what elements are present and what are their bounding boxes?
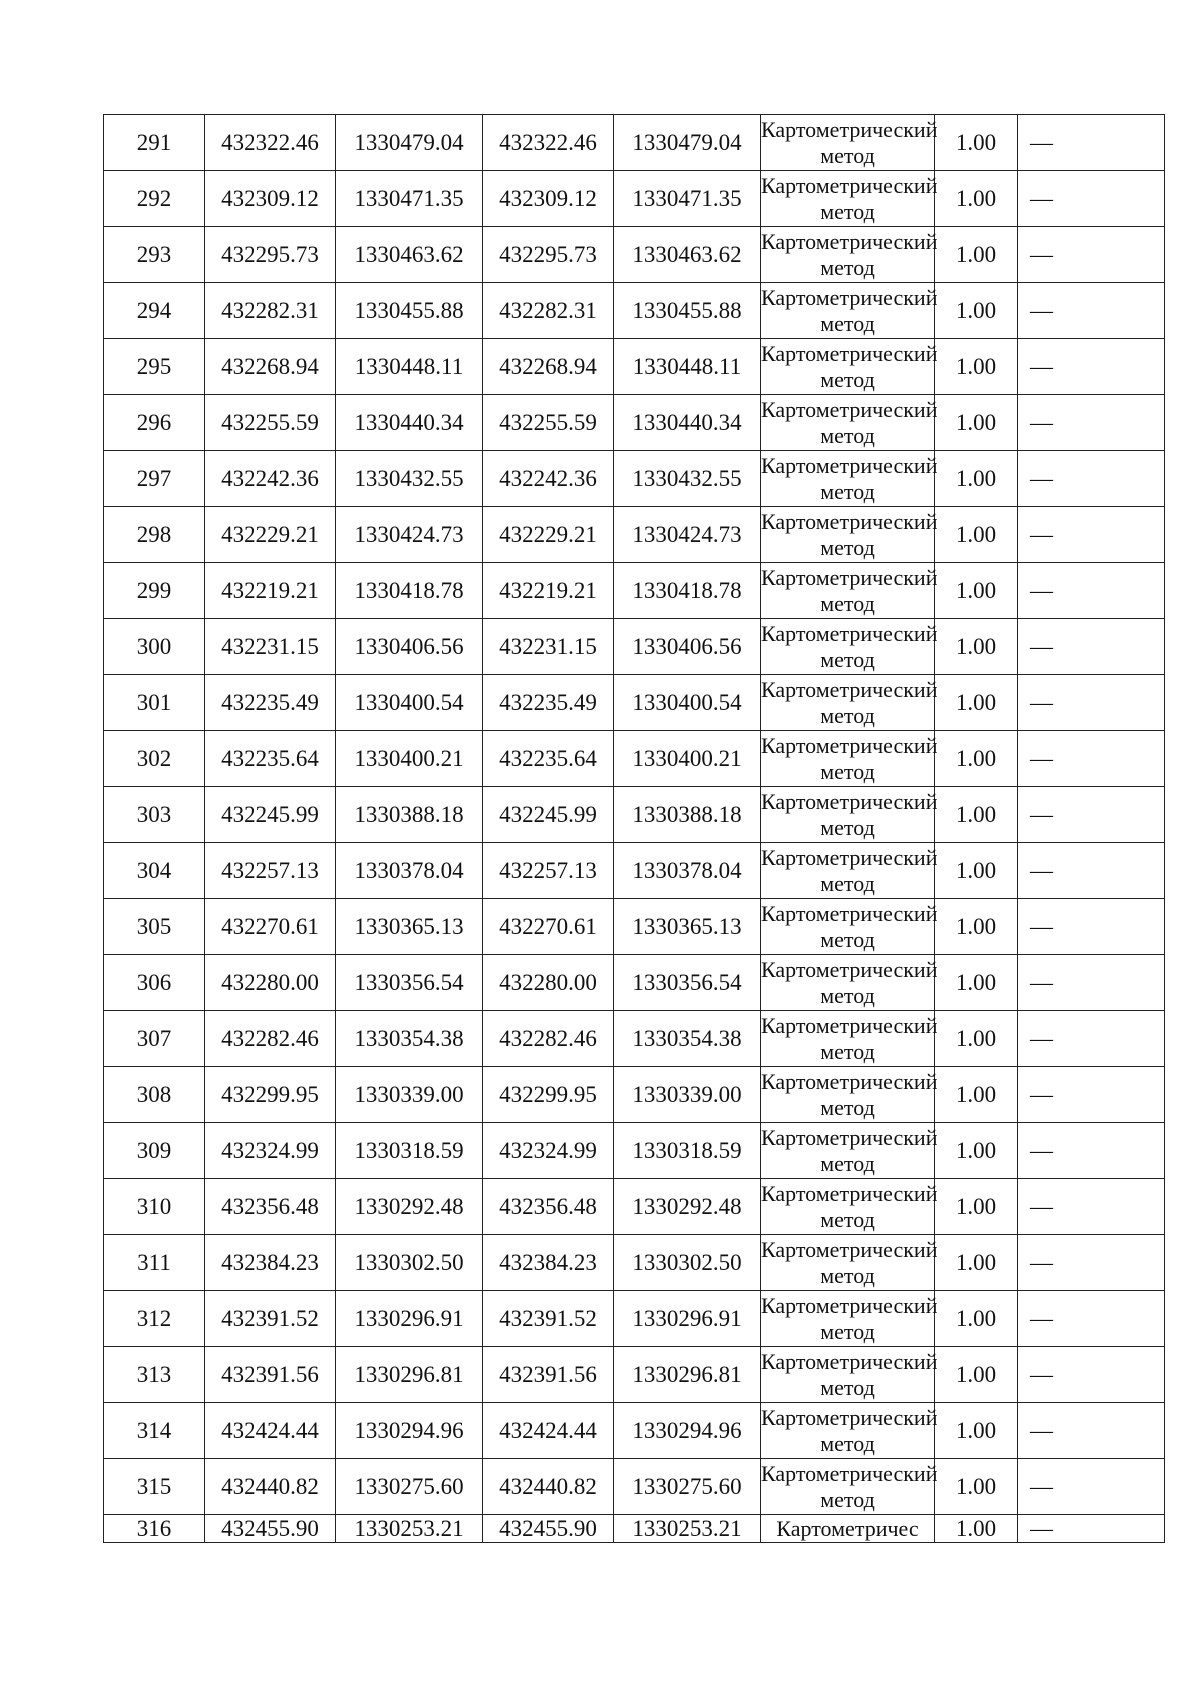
note-cell: — [1018,1179,1165,1235]
accuracy-cell: 1.00 [935,619,1018,675]
table-row [104,1179,1165,1235]
x-coordinate-cell: 432219.21 [205,563,336,619]
x-coordinate-cell: 432440.82 [483,1459,614,1515]
y-coordinate-cell: 1330354.38 [336,1011,483,1067]
method-text: Картометрический метод [761,396,938,448]
x-coordinate-cell: 432391.56 [483,1347,614,1403]
x-coordinate-cell: 432242.36 [205,451,336,507]
x-coordinate-cell: 432229.21 [483,507,614,563]
x-coordinate-cell: 432324.99 [483,1123,614,1179]
note-cell: — [1018,1011,1165,1067]
accuracy-cell: 1.00 [935,1403,1018,1459]
note-cell: — [1018,1235,1165,1291]
y-coordinate-cell: 1330418.78 [614,563,761,619]
method-text: Картометрический метод [761,620,938,672]
y-coordinate-cell: 1330253.21 [614,1515,761,1543]
x-coordinate-cell: 432282.31 [483,283,614,339]
accuracy-cell: 1.00 [935,675,1018,731]
note-cell: — [1018,451,1165,507]
x-coordinate-cell: 432231.15 [205,619,336,675]
point-number-cell: 316 [104,1515,205,1543]
point-number-cell: 301 [104,675,205,731]
x-coordinate-cell: 432257.13 [205,843,336,899]
method-text: Картометрический метод [761,508,938,560]
method-cell [761,507,938,563]
x-coordinate-cell: 432309.12 [205,171,336,227]
y-coordinate-cell: 1330463.62 [336,227,483,283]
point-number-cell: 296 [104,395,205,451]
accuracy-cell: 1.00 [935,115,1018,171]
y-coordinate-cell: 1330471.35 [614,171,761,227]
method-text: Картометрический метод [761,1124,938,1176]
table-body [104,115,1165,1543]
accuracy-cell: 1.00 [935,1459,1018,1515]
note-cell: — [1018,563,1165,619]
y-coordinate-cell: 1330424.73 [336,507,483,563]
point-number-cell: 297 [104,451,205,507]
x-coordinate-cell: 432384.23 [483,1235,614,1291]
x-coordinate-cell: 432235.64 [483,731,614,787]
x-coordinate-cell: 432424.44 [483,1403,614,1459]
method-text: Картометрический метод [761,1012,938,1064]
method-text: Картометрический метод [761,172,938,224]
x-coordinate-cell: 432309.12 [483,171,614,227]
note-cell: — [1018,899,1165,955]
note-cell: — [1018,1123,1165,1179]
note-cell: — [1018,115,1165,171]
note-cell: — [1018,843,1165,899]
method-cell [761,731,938,787]
method-cell [761,1123,938,1179]
method-text: Картометричес [776,1516,919,1541]
note-cell: — [1018,1347,1165,1403]
note-cell: — [1018,283,1165,339]
x-coordinate-cell: 432324.99 [205,1123,336,1179]
y-coordinate-cell: 1330296.91 [336,1291,483,1347]
method-cell [761,395,938,451]
method-text: Картометрический метод [761,900,938,952]
method-cell [761,1179,938,1235]
x-coordinate-cell: 432268.94 [483,339,614,395]
x-coordinate-cell: 432282.46 [483,1011,614,1067]
x-coordinate-cell: 432384.23 [205,1235,336,1291]
y-coordinate-cell: 1330432.55 [336,451,483,507]
point-number-cell: 299 [104,563,205,619]
table-row [104,1291,1165,1347]
y-coordinate-cell: 1330339.00 [614,1067,761,1123]
method-cell [761,1347,938,1403]
note-cell: — [1018,1459,1165,1515]
method-cell [761,899,938,955]
accuracy-cell: 1.00 [935,1067,1018,1123]
x-coordinate-cell: 432455.90 [205,1515,336,1543]
table-row [104,171,1165,227]
note-cell: — [1018,1515,1165,1543]
accuracy-cell: 1.00 [935,1179,1018,1235]
method-text: Картометрический метод [761,732,938,784]
x-coordinate-cell: 432257.13 [483,843,614,899]
table-row [104,787,1165,843]
y-coordinate-cell: 1330400.21 [336,731,483,787]
note-cell: — [1018,1067,1165,1123]
y-coordinate-cell: 1330294.96 [614,1403,761,1459]
note-cell: — [1018,787,1165,843]
x-coordinate-cell: 432440.82 [205,1459,336,1515]
method-text: Картометрический метод [761,1348,938,1400]
table-row [104,675,1165,731]
y-coordinate-cell: 1330356.54 [336,955,483,1011]
point-number-cell: 308 [104,1067,205,1123]
table-row [104,451,1165,507]
y-coordinate-cell: 1330296.81 [614,1347,761,1403]
method-cell [761,227,938,283]
y-coordinate-cell: 1330275.60 [336,1459,483,1515]
accuracy-cell: 1.00 [935,1515,1018,1543]
table-row [104,899,1165,955]
x-coordinate-cell: 432235.64 [205,731,336,787]
x-coordinate-cell: 432231.15 [483,619,614,675]
y-coordinate-cell: 1330424.73 [614,507,761,563]
y-coordinate-cell: 1330455.88 [336,283,483,339]
method-text: Картометрический метод [761,284,938,336]
point-number-cell: 294 [104,283,205,339]
method-cell [761,1235,938,1291]
table-row [104,1067,1165,1123]
y-coordinate-cell: 1330354.38 [614,1011,761,1067]
note-cell: — [1018,395,1165,451]
method-text: Картометрический метод [761,1404,938,1456]
table-row [104,619,1165,675]
y-coordinate-cell: 1330400.21 [614,731,761,787]
table-row [104,339,1165,395]
accuracy-cell: 1.00 [935,1235,1018,1291]
method-text: Картометрический метод [761,956,938,1008]
note-cell: — [1018,1291,1165,1347]
x-coordinate-cell: 432295.73 [205,227,336,283]
point-number-cell: 293 [104,227,205,283]
x-coordinate-cell: 432270.61 [483,899,614,955]
note-cell: — [1018,955,1165,1011]
method-text: Картометрический метод [761,1180,938,1232]
x-coordinate-cell: 432391.56 [205,1347,336,1403]
method-text: Картометрический метод [761,340,938,392]
method-cell [761,451,938,507]
method-cell [761,619,938,675]
method-cell [761,1011,938,1067]
method-text: Картометрический метод [761,1292,938,1344]
x-coordinate-cell: 432245.99 [483,787,614,843]
y-coordinate-cell: 1330388.18 [336,787,483,843]
accuracy-cell: 1.00 [935,899,1018,955]
accuracy-cell: 1.00 [935,1123,1018,1179]
x-coordinate-cell: 432391.52 [483,1291,614,1347]
point-number-cell: 292 [104,171,205,227]
accuracy-cell: 1.00 [935,1291,1018,1347]
point-number-cell: 304 [104,843,205,899]
y-coordinate-cell: 1330448.11 [614,339,761,395]
x-coordinate-cell: 432245.99 [205,787,336,843]
table-row [104,1403,1165,1459]
accuracy-cell: 1.00 [935,339,1018,395]
accuracy-cell: 1.00 [935,1011,1018,1067]
y-coordinate-cell: 1330406.56 [614,619,761,675]
x-coordinate-cell: 432270.61 [205,899,336,955]
y-coordinate-cell: 1330448.11 [336,339,483,395]
y-coordinate-cell: 1330479.04 [614,115,761,171]
accuracy-cell: 1.00 [935,227,1018,283]
method-cell [761,1459,938,1515]
table-row [104,1123,1165,1179]
x-coordinate-cell: 432235.49 [483,675,614,731]
accuracy-cell: 1.00 [935,787,1018,843]
y-coordinate-cell: 1330302.50 [614,1235,761,1291]
y-coordinate-cell: 1330294.96 [336,1403,483,1459]
accuracy-cell: 1.00 [935,451,1018,507]
x-coordinate-cell: 432235.49 [205,675,336,731]
table-row [104,731,1165,787]
point-number-cell: 311 [104,1235,205,1291]
method-text: Картометрический метод [761,452,938,504]
x-coordinate-cell: 432295.73 [483,227,614,283]
method-cell [761,115,938,171]
note-cell: — [1018,731,1165,787]
accuracy-cell: 1.00 [935,955,1018,1011]
table-row [104,843,1165,899]
x-coordinate-cell: 432282.46 [205,1011,336,1067]
y-coordinate-cell: 1330292.48 [336,1179,483,1235]
table-row [104,115,1165,171]
accuracy-cell: 1.00 [935,395,1018,451]
point-number-cell: 310 [104,1179,205,1235]
x-coordinate-cell: 432299.95 [205,1067,336,1123]
table-row [104,1459,1165,1515]
table-row [104,1515,1165,1543]
accuracy-cell: 1.00 [935,283,1018,339]
y-coordinate-cell: 1330400.54 [614,675,761,731]
point-number-cell: 300 [104,619,205,675]
y-coordinate-cell: 1330292.48 [614,1179,761,1235]
table-row [104,955,1165,1011]
method-text: Картометрический метод [761,1068,938,1120]
x-coordinate-cell: 432356.48 [205,1179,336,1235]
point-number-cell: 305 [104,899,205,955]
accuracy-cell: 1.00 [935,731,1018,787]
method-cell [761,955,938,1011]
table-row [104,507,1165,563]
method-cell [761,283,938,339]
method-cell [761,563,938,619]
point-number-cell: 315 [104,1459,205,1515]
y-coordinate-cell: 1330365.13 [336,899,483,955]
point-number-cell: 302 [104,731,205,787]
y-coordinate-cell: 1330296.91 [614,1291,761,1347]
x-coordinate-cell: 432280.00 [205,955,336,1011]
x-coordinate-cell: 432424.44 [205,1403,336,1459]
method-text: Картометрический метод [761,676,938,728]
accuracy-cell: 1.00 [935,507,1018,563]
accuracy-cell: 1.00 [935,843,1018,899]
table-row [104,395,1165,451]
note-cell: — [1018,675,1165,731]
point-number-cell: 298 [104,507,205,563]
point-number-cell: 313 [104,1347,205,1403]
y-coordinate-cell: 1330339.00 [336,1067,483,1123]
x-coordinate-cell: 432391.52 [205,1291,336,1347]
point-number-cell: 291 [104,115,205,171]
y-coordinate-cell: 1330440.34 [614,395,761,451]
point-number-cell: 309 [104,1123,205,1179]
method-text: Картометрический метод [761,564,938,616]
point-number-cell: 307 [104,1011,205,1067]
x-coordinate-cell: 432255.59 [483,395,614,451]
y-coordinate-cell: 1330479.04 [336,115,483,171]
table-row [104,1011,1165,1067]
accuracy-cell: 1.00 [935,563,1018,619]
point-number-cell: 314 [104,1403,205,1459]
y-coordinate-cell: 1330253.21 [336,1515,483,1543]
y-coordinate-cell: 1330455.88 [614,283,761,339]
x-coordinate-cell: 432356.48 [483,1179,614,1235]
coordinates-table [103,114,1165,1543]
method-text: Картометрический метод [761,788,938,840]
y-coordinate-cell: 1330471.35 [336,171,483,227]
method-cell [761,787,938,843]
y-coordinate-cell: 1330378.04 [614,843,761,899]
y-coordinate-cell: 1330302.50 [336,1235,483,1291]
method-cell [761,171,938,227]
table-row [104,563,1165,619]
y-coordinate-cell: 1330365.13 [614,899,761,955]
y-coordinate-cell: 1330318.59 [336,1123,483,1179]
note-cell: — [1018,339,1165,395]
method-text: Картометрический метод [761,116,938,168]
method-cell [761,1067,938,1123]
table-row [104,1235,1165,1291]
method-cell [761,1291,938,1347]
point-number-cell: 303 [104,787,205,843]
y-coordinate-cell: 1330378.04 [336,843,483,899]
note-cell: — [1018,171,1165,227]
accuracy-cell: 1.00 [935,171,1018,227]
note-cell: — [1018,227,1165,283]
method-cell [761,1515,935,1543]
y-coordinate-cell: 1330318.59 [614,1123,761,1179]
x-coordinate-cell: 432455.90 [483,1515,614,1543]
point-number-cell: 295 [104,339,205,395]
point-number-cell: 312 [104,1291,205,1347]
method-text: Картометрический метод [761,1236,938,1288]
x-coordinate-cell: 432255.59 [205,395,336,451]
y-coordinate-cell: 1330400.54 [336,675,483,731]
method-cell [761,1403,938,1459]
y-coordinate-cell: 1330406.56 [336,619,483,675]
y-coordinate-cell: 1330418.78 [336,563,483,619]
x-coordinate-cell: 432299.95 [483,1067,614,1123]
x-coordinate-cell: 432322.46 [483,115,614,171]
method-cell [761,339,938,395]
x-coordinate-cell: 432280.00 [483,955,614,1011]
y-coordinate-cell: 1330275.60 [614,1459,761,1515]
x-coordinate-cell: 432219.21 [483,563,614,619]
y-coordinate-cell: 1330463.62 [614,227,761,283]
method-text: Картометрический метод [761,228,938,280]
table-row [104,227,1165,283]
method-cell [761,843,938,899]
point-number-cell: 306 [104,955,205,1011]
y-coordinate-cell: 1330432.55 [614,451,761,507]
y-coordinate-cell: 1330296.81 [336,1347,483,1403]
note-cell: — [1018,507,1165,563]
x-coordinate-cell: 432229.21 [205,507,336,563]
table-row [104,1347,1165,1403]
method-text: Картометрический метод [761,844,938,896]
x-coordinate-cell: 432242.36 [483,451,614,507]
accuracy-cell: 1.00 [935,1347,1018,1403]
x-coordinate-cell: 432322.46 [205,115,336,171]
method-text: Картометрический метод [761,1460,938,1512]
note-cell: — [1018,1403,1165,1459]
note-cell: — [1018,619,1165,675]
y-coordinate-cell: 1330356.54 [614,955,761,1011]
table-row [104,283,1165,339]
x-coordinate-cell: 432268.94 [205,339,336,395]
y-coordinate-cell: 1330388.18 [614,787,761,843]
method-cell [761,675,938,731]
y-coordinate-cell: 1330440.34 [336,395,483,451]
x-coordinate-cell: 432282.31 [205,283,336,339]
